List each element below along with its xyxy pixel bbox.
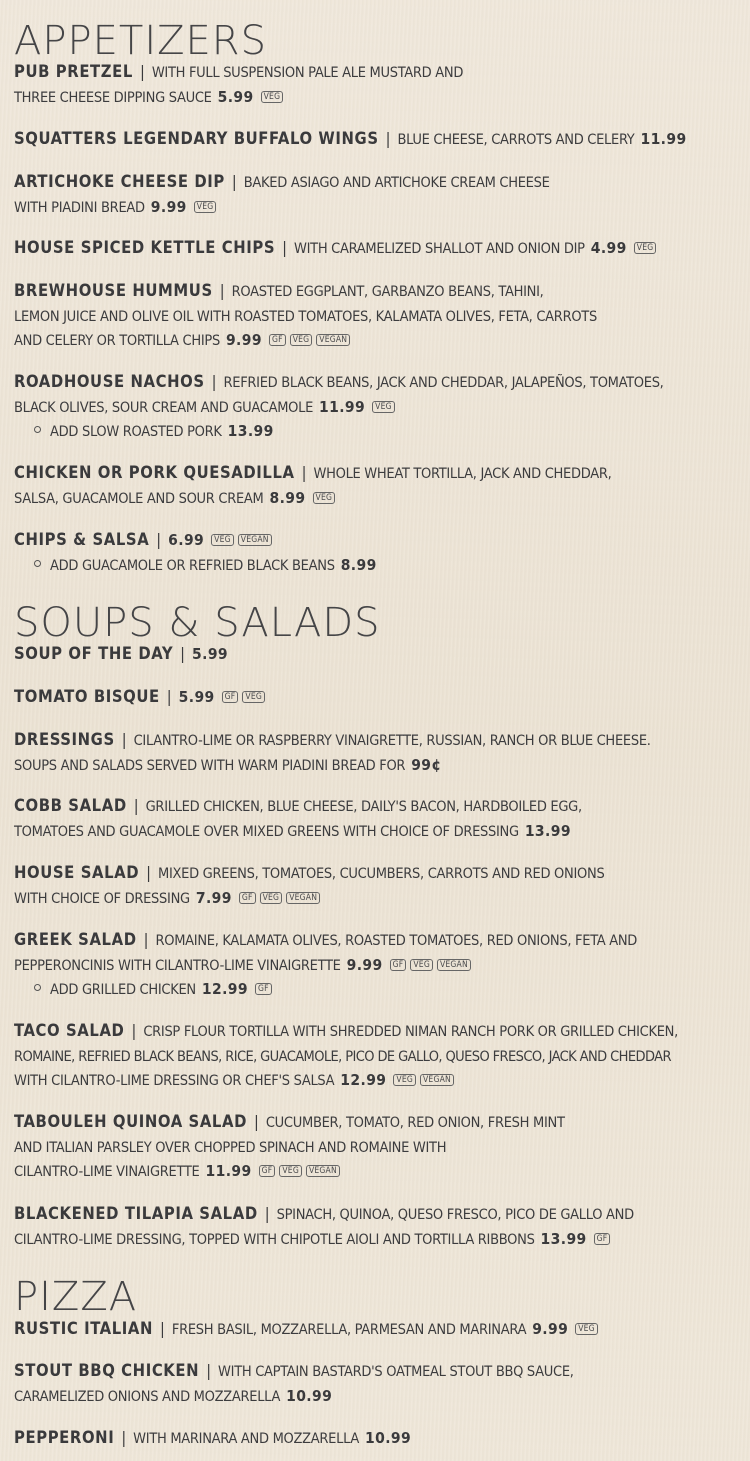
item-description: WITH CHOICE OF DRESSING [14, 890, 190, 907]
menu-item-pub-pretzel [14, 60, 744, 109]
addon-price: 12.99 [201, 980, 248, 998]
item-price: 7.99 [195, 888, 232, 907]
item-name: GREEK SALAD [14, 930, 137, 949]
veg-badge: VEG [393, 1074, 416, 1086]
menu-item-chips-salsa [14, 528, 744, 577]
item-description: ROMAINE, KALAMATA OLIVES, ROASTED TOMATOES, RED ONIONS, FETA AND [155, 933, 638, 949]
item-description: BLACK OLIVES, SOUR CREAM AND GUACAMOLE [14, 399, 314, 416]
vegan-badge: VEGAN [316, 334, 350, 346]
item-description: LEMON JUICE AND OLIVE OIL WITH ROASTED TOMATOES, KALAMATA OLIVES, FETA, CARROTS [14, 308, 597, 325]
item-price: 9.99 [346, 955, 383, 974]
veg-badge: VEG [211, 534, 234, 546]
separator: | [282, 238, 288, 257]
item-price: 13.99 [524, 821, 571, 840]
separator: | [254, 1112, 259, 1131]
item-description: REFRIED BLACK BEANS, JACK AND CHEDDAR, JALAPEÑOS, TOMATOES, [223, 375, 664, 391]
veg-badge: VEG [194, 201, 217, 213]
gf-badge: GF [222, 691, 239, 703]
separator: | [156, 530, 162, 549]
item-name: SQUATTERS LEGENDARY BUFFALO WINGS [14, 129, 379, 148]
item-name: PEPPERONI [14, 1428, 115, 1447]
item-description: WITH CAPTAIN BASTARD'S OATMEAL STOUT BBQ SAUCE, [218, 1364, 574, 1380]
item-price: 9.99 [532, 1320, 569, 1338]
separator: | [301, 463, 307, 482]
item-description: CILANTRO-LIME VINAIGRETTE [14, 1164, 200, 1180]
menu-item-tabouleh-quinoa-salad [14, 1110, 744, 1184]
gf-badge: GF [390, 959, 407, 971]
menu-item-cobb-salad [14, 794, 744, 843]
addon-price: 13.99 [227, 422, 274, 440]
veg-badge: VEG [372, 401, 395, 413]
gf-badge: GF [239, 892, 256, 904]
item-name: ROADHOUSE NACHOS [14, 372, 205, 391]
item-price: 99¢ [411, 755, 442, 774]
menu-item-blackened-tilapia-salad [14, 1202, 744, 1251]
separator: | [131, 1021, 137, 1040]
item-name: HOUSE SPICED KETTLE CHIPS [14, 238, 276, 257]
separator: | [143, 930, 149, 949]
menu-item-greek-salad [14, 928, 744, 1002]
item-description: WITH CARAMELIZED SHALLOT AND ONION DIP [294, 241, 585, 257]
item-name: TABOULEH QUINOA SALAD [14, 1112, 247, 1131]
addon-description: ADD GUACAMOLE OR REFRIED BLACK BEANS [50, 557, 335, 574]
menu-item-rustic-italian [14, 1317, 744, 1342]
menu-item-house-salad [14, 861, 744, 910]
separator: | [219, 281, 225, 300]
item-name: CHIPS & SALSA [14, 530, 150, 549]
bullet-icon [34, 426, 41, 433]
item-description: SALSA, GUACAMOLE AND SOUR CREAM [14, 490, 264, 507]
veg-badge: VEG [313, 492, 336, 504]
vegan-badge: VEGAN [286, 892, 320, 904]
addon-row [14, 419, 744, 444]
separator: | [133, 796, 139, 815]
item-description: SOUPS AND SALADS SERVED WITH WARM PIADINI BREAD FOR [14, 757, 406, 774]
veg-badge: VEG [634, 242, 657, 254]
separator: | [139, 62, 145, 81]
separator: | [121, 730, 127, 749]
menu-item-hummus [14, 279, 744, 353]
vegan-badge: VEGAN [238, 534, 272, 546]
gf-badge: GF [269, 334, 286, 346]
item-price: 5.99 [192, 645, 229, 663]
veg-badge: VEG [242, 691, 265, 703]
item-description: ROMAINE, REFRIED BLACK BEANS, RICE, GUACAMOLE, PICO DE GALLO, QUESO FRESCO, JACK AND CHEDDAR [14, 1048, 671, 1065]
item-price: 10.99 [365, 1429, 412, 1447]
section-title-appetizers: APPETIZERS [14, 18, 267, 64]
item-description: PEPPERONCINIS WITH CILANTRO-LIME VINAIGRETTE [14, 957, 341, 974]
separator: | [180, 644, 186, 663]
item-description: ROASTED EGGPLANT, GARBANZO BEANS, TAHINI, [231, 284, 544, 300]
item-description: BLUE CHEESE, CARROTS AND CELERY [397, 132, 635, 148]
item-name: SOUP OF THE DAY [14, 644, 174, 663]
item-description: WITH CILANTRO-LIME DRESSING OR CHEF'S SALSA [14, 1073, 335, 1089]
item-price: 13.99 [540, 1229, 587, 1248]
menu-item-nachos [14, 370, 744, 444]
item-name: DRESSINGS [14, 730, 115, 749]
menu-item-taco-salad [14, 1019, 744, 1093]
separator: | [160, 1319, 165, 1338]
veg-badge: VEG [279, 1165, 302, 1177]
item-name: CHICKEN OR PORK QUESADILLA [14, 463, 295, 482]
menu-item-soup-of-the-day [14, 642, 744, 667]
item-name: TOMATO BISQUE [14, 687, 160, 706]
item-description: FRESH BASIL, MOZZARELLA, PARMESAN AND MARINARA [171, 1322, 527, 1338]
item-description: CILANTRO-LIME OR RASPBERRY VINAIGRETTE, RUSSIAN, RANCH OR BLUE CHEESE. [133, 733, 651, 749]
gf-badge: GF [259, 1165, 276, 1177]
item-price: 9.99 [150, 197, 187, 216]
item-description: THREE CHEESE DIPPING SAUCE [14, 89, 212, 106]
item-description: TOMATOES AND GUACAMOLE OVER MIXED GREENS WITH CHOICE OF DRESSING [14, 823, 519, 840]
item-name: STOUT BBQ CHICKEN [14, 1361, 200, 1380]
item-description: AND CELERY OR TORTILLA CHIPS [14, 333, 220, 349]
addon-price: 8.99 [340, 555, 377, 574]
item-price: 9.99 [225, 331, 262, 349]
menu-item-artichoke-dip [14, 170, 744, 219]
item-price: 8.99 [269, 488, 306, 507]
menu-item-quesadilla [14, 461, 744, 510]
item-description: BAKED ASIAGO AND ARTICHOKE CREAM CHEESE [243, 175, 550, 191]
item-price: 5.99 [178, 688, 215, 706]
veg-badge: VEG [290, 334, 313, 346]
menu-item-tomato-bisque [14, 685, 744, 710]
menu-item-kettle-chips [14, 236, 744, 261]
separator: | [146, 863, 152, 882]
separator: | [385, 129, 391, 148]
veg-badge: VEG [410, 959, 433, 971]
item-name: BLACKENED TILAPIA SALAD [14, 1204, 258, 1223]
section-title-pizza: PIZZA [14, 1274, 138, 1320]
item-name: COBB SALAD [14, 796, 127, 815]
menu-item-dressings [14, 728, 744, 777]
item-description: SPINACH, QUINOA, QUESO FRESCO, PICO DE GALLO AND [276, 1207, 634, 1223]
item-description: WITH FULL SUSPENSION PALE ALE MUSTARD AND [151, 65, 464, 81]
vegan-badge: VEGAN [306, 1165, 340, 1177]
item-name: HOUSE SALAD [14, 863, 140, 882]
item-description: CILANTRO-LIME DRESSING, TOPPED WITH CHIPOTLE AIOLI AND TORTILLA RIBBONS [14, 1231, 535, 1248]
item-price: 11.99 [205, 1162, 252, 1180]
item-name: ARTICHOKE CHEESE DIP [14, 172, 225, 191]
item-price: 11.99 [640, 130, 687, 148]
item-description: WITH MARINARA AND MOZZARELLA [133, 1431, 360, 1447]
separator: | [166, 687, 172, 706]
separator: | [121, 1428, 127, 1447]
veg-badge: VEG [260, 892, 283, 904]
item-name: BREWHOUSE HUMMUS [14, 281, 213, 300]
veg-badge: VEG [575, 1323, 598, 1335]
bullet-icon [34, 560, 41, 567]
menu-item-stout-bbq-chicken [14, 1359, 744, 1408]
item-price: 6.99 [168, 531, 205, 549]
item-name: RUSTIC ITALIAN [14, 1319, 154, 1338]
separator: | [211, 372, 217, 391]
item-name: TACO SALAD [14, 1021, 125, 1040]
item-description: WITH PIADINI BREAD [14, 199, 145, 216]
item-price: 12.99 [340, 1071, 387, 1089]
item-price: 5.99 [217, 87, 254, 106]
addon-description: ADD SLOW ROASTED PORK [50, 424, 222, 440]
section-title-soups-salads: SOUPS & SALADS [14, 600, 381, 646]
addon-row [14, 977, 744, 1002]
vegan-badge: VEGAN [437, 959, 471, 971]
separator: | [206, 1361, 212, 1380]
item-description: CARAMELIZED ONIONS AND MOZZARELLA [14, 1388, 281, 1405]
veg-badge: VEG [261, 91, 284, 103]
item-description: CUCUMBER, TOMATO, RED ONION, FRESH MINT [265, 1115, 565, 1131]
item-description: WHOLE WHEAT TORTILLA, JACK AND CHEDDAR, [313, 466, 612, 482]
separator: | [231, 172, 237, 191]
item-description: AND ITALIAN PARSLEY OVER CHOPPED SPINACH AND ROMAINE WITH [14, 1139, 447, 1156]
gf-badge: GF [255, 983, 272, 995]
item-description: CRISP FLOUR TORTILLA WITH SHREDDED NIMAN RANCH PORK OR GRILLED CHICKEN, [143, 1024, 678, 1040]
item-price: 10.99 [286, 1386, 333, 1405]
item-price: 11.99 [319, 397, 366, 416]
separator: | [264, 1204, 270, 1223]
bullet-icon [34, 984, 41, 991]
menu-item-pepperoni [14, 1426, 744, 1451]
addon-row [14, 553, 744, 578]
addon-description: ADD GRILLED CHICKEN [50, 982, 196, 998]
gf-badge: GF [594, 1233, 611, 1245]
item-description: GRILLED CHICKEN, BLUE CHEESE, DAILY'S BACON, HARDBOILED EGG, [145, 799, 582, 815]
menu-item-buffalo-wings [14, 127, 744, 152]
item-name: PUB PRETZEL [14, 62, 133, 81]
item-description: MIXED GREENS, TOMATOES, CUCUMBERS, CARROTS AND RED ONIONS [158, 866, 605, 882]
item-price: 4.99 [590, 239, 627, 257]
vegan-badge: VEGAN [420, 1074, 454, 1086]
